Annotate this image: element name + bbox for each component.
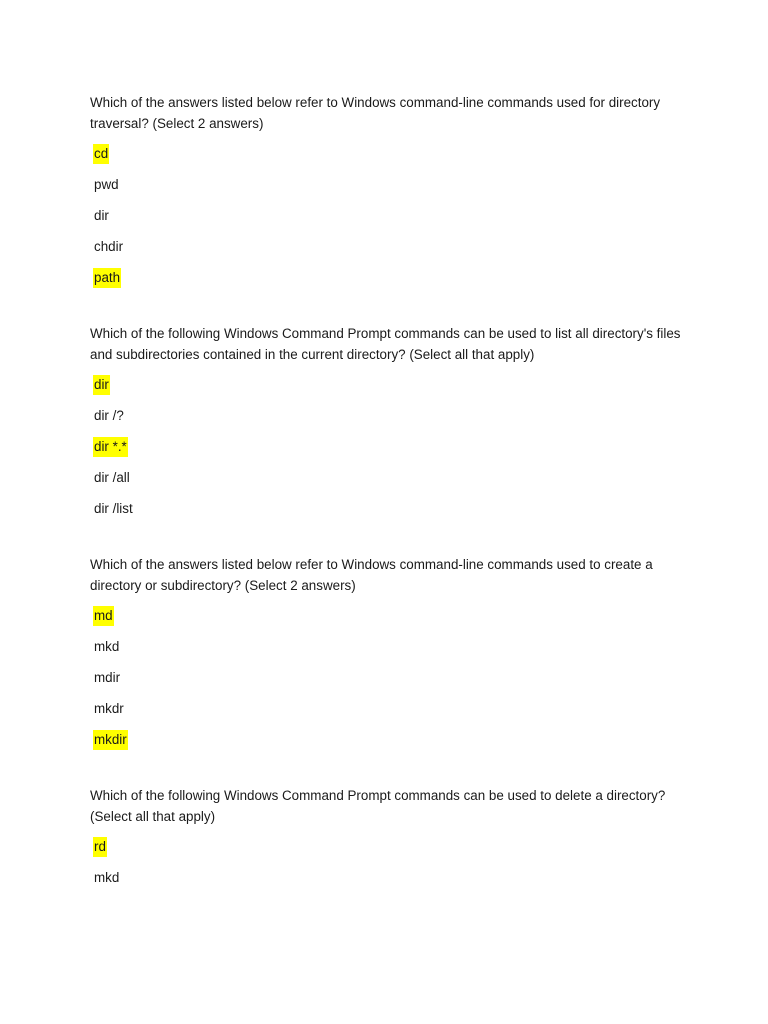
answer-item [90, 668, 690, 699]
answer-label: mkdr [94, 701, 124, 716]
answer-item [90, 868, 690, 899]
answer-item [90, 730, 690, 761]
answer-label: dir *.* [93, 437, 128, 457]
answer-item [90, 237, 690, 268]
question-1 [90, 92, 690, 299]
answer-label: mkd [94, 870, 120, 885]
answer-label: dir /list [94, 501, 133, 516]
spacer [90, 530, 690, 554]
answer-item [90, 144, 690, 175]
question-4 [90, 785, 690, 899]
answer-label: pwd [94, 177, 119, 192]
document-page [90, 92, 690, 899]
answer-label: rd [93, 837, 107, 857]
answer-item [90, 606, 690, 637]
question-text: Which of the answers listed below refer to Windows command-line commands used for directory traversal? (Select 2 answers) [90, 95, 661, 131]
answer-list [90, 144, 690, 299]
answer-label: cd [93, 144, 109, 164]
answer-label: dir [93, 375, 110, 395]
answer-item [90, 637, 690, 668]
question-3 [90, 554, 690, 761]
answer-label: dir /? [94, 408, 124, 423]
question-text: Which of the following Windows Command Prompt commands can be used to list all directory's files and subdirectories contained in the current directory? (Select all that apply) [90, 326, 681, 362]
answer-list [90, 837, 690, 899]
answer-item [90, 837, 690, 868]
answer-item [90, 268, 690, 299]
answer-label: dir /all [94, 470, 130, 485]
answer-label: mkd [94, 639, 120, 654]
answer-list [90, 375, 690, 530]
answer-label: mdir [94, 670, 121, 685]
answer-item [90, 437, 690, 468]
question-text: Which of the answers listed below refer to Windows command-line commands used to create a directory or subdirectory? (Select 2 answers) [90, 557, 653, 593]
question-2 [90, 323, 690, 530]
spacer [90, 299, 690, 323]
answer-label: chdir [94, 239, 124, 254]
answer-item [90, 699, 690, 730]
answer-item [90, 175, 690, 206]
answer-list [90, 606, 690, 761]
answer-label: path [93, 268, 121, 288]
answer-item [90, 468, 690, 499]
answer-item [90, 206, 690, 237]
answer-label: mkdir [93, 730, 128, 750]
answer-item [90, 499, 690, 530]
question-text: Which of the following Windows Command Prompt commands can be used to delete a directory? (Select all that apply) [90, 788, 666, 824]
answer-label: dir [94, 208, 109, 223]
spacer [90, 761, 690, 785]
answer-item [90, 406, 690, 437]
answer-label: md [93, 606, 114, 626]
answer-item [90, 375, 690, 406]
